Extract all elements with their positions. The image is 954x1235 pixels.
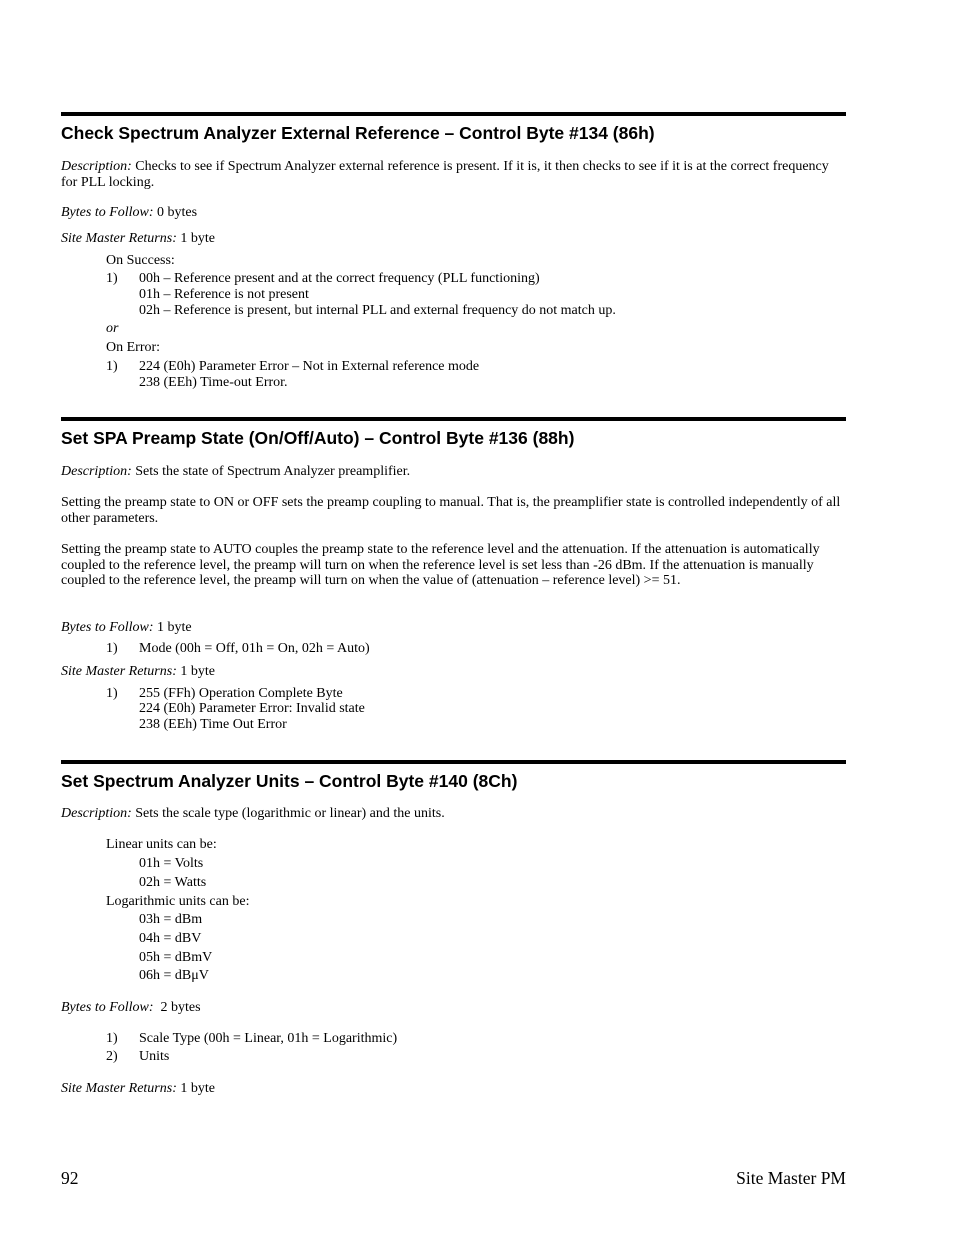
- list-item: 03h = dBm: [139, 912, 203, 927]
- site-master-returns-label: Site Master Returns:: [61, 231, 177, 246]
- bytes-to-follow-value: 0 bytes: [153, 205, 198, 220]
- list-item: 05h = dBmV: [139, 950, 213, 965]
- site-master-returns-value: 1 byte: [176, 1081, 215, 1096]
- or-label: or: [106, 321, 119, 336]
- section-rule: [61, 112, 846, 116]
- on-success-label: On Success:: [106, 253, 175, 268]
- description-label: Description:: [61, 159, 132, 174]
- description-text: Checks to see if Spectrum Analyzer external reference is present. If it is, it then checks to see if it is at the correct frequency for PLL locking.: [61, 159, 829, 190]
- on-error-label: On Error:: [106, 340, 161, 355]
- list-item: 00h – Reference present and at the correct frequency (PLL functioning): [139, 271, 540, 286]
- list-number: 1): [106, 271, 118, 286]
- list-item: Mode (00h = Off, 01h = On, 02h = Auto): [139, 641, 370, 656]
- linear-units-label: Linear units can be:: [106, 837, 217, 852]
- bytes-to-follow: [61, 620, 192, 636]
- body-paragraph: Setting the preamp state to ON or OFF sets the preamp coupling to manual. That is, the preamplifier state is controlled independently of all other parameters.: [61, 495, 841, 526]
- list-item: Scale Type (00h = Linear, 01h = Logarithmic): [139, 1031, 398, 1046]
- bytes-to-follow: [61, 1000, 201, 1016]
- bytes-to-follow-label: Bytes to Follow:: [61, 620, 154, 635]
- bytes-to-follow: [61, 205, 197, 221]
- list-item: 01h = Volts: [139, 856, 204, 871]
- list-item: 02h – Reference is present, but internal PLL and external frequency do not match up.: [139, 303, 616, 318]
- section-heading-134: Check Spectrum Analyzer External Reference – Control Byte #134 (86h): [61, 123, 655, 143]
- site-master-returns-label: Site Master Returns:: [61, 664, 177, 679]
- description-paragraph: [61, 159, 846, 190]
- description-paragraph: [61, 806, 846, 822]
- description-text: Sets the state of Spectrum Analyzer preamplifier.: [131, 464, 411, 479]
- description-label: Description:: [61, 464, 132, 479]
- list-item: 238 (EEh) Time Out Error: [139, 717, 287, 732]
- bytes-to-follow-value: 2 bytes: [153, 1000, 201, 1015]
- bytes-to-follow-value: 1 byte: [153, 620, 192, 635]
- site-master-returns-value: 1 byte: [176, 231, 215, 246]
- description-label: Description:: [61, 806, 132, 821]
- section-heading-136: Set SPA Preamp State (On/Off/Auto) – Control Byte #136 (88h): [61, 428, 575, 448]
- list-item: Units: [139, 1049, 170, 1064]
- site-master-returns: [61, 664, 215, 680]
- list-item: 06h = dBμV: [139, 968, 209, 983]
- list-item: 238 (EEh) Time-out Error.: [139, 375, 288, 390]
- list-item: 04h = dBV: [139, 931, 202, 946]
- list-number: 2): [106, 1049, 118, 1064]
- body-paragraph: Setting the preamp state to AUTO couples the preamp state to the reference level and the attenuation. If the attenuation is automatically coupled to the reference level, the preamp will turn on when the reference level is set less than -26 dBm. If the attenuation is manually coupled to the reference level, the preamp will turn on when the value of (attenuation – reference level) >= 51.: [61, 542, 820, 588]
- page-number: 92: [61, 1168, 79, 1188]
- section-rule: [61, 760, 846, 764]
- description-paragraph: [61, 464, 846, 480]
- list-item: 224 (E0h) Parameter Error: Invalid state: [139, 701, 365, 716]
- list-number: 1): [106, 1031, 118, 1046]
- list-number: 1): [106, 359, 118, 374]
- bytes-to-follow-label: Bytes to Follow:: [61, 1000, 154, 1015]
- bytes-to-follow-label: Bytes to Follow:: [61, 205, 154, 220]
- list-item: 255 (FFh) Operation Complete Byte: [139, 686, 343, 701]
- site-master-returns: [61, 231, 215, 247]
- list-item: 02h = Watts: [139, 875, 207, 890]
- list-item: 224 (E0h) Parameter Error – Not in External reference mode: [139, 359, 480, 374]
- section-heading-140: Set Spectrum Analyzer Units – Control Byte #140 (8Ch): [61, 771, 518, 791]
- site-master-returns: [61, 1081, 215, 1097]
- list-number: 1): [106, 686, 118, 701]
- list-item: 01h – Reference is not present: [139, 287, 309, 302]
- list-number: 1): [106, 641, 118, 656]
- site-master-returns-label: Site Master Returns:: [61, 1081, 177, 1096]
- description-text: Sets the scale type (logarithmic or linear) and the units.: [131, 806, 445, 821]
- section-rule: [61, 417, 846, 421]
- site-master-returns-value: 1 byte: [176, 664, 215, 679]
- manual-title: Site Master PM: [736, 1168, 846, 1188]
- log-units-label: Logarithmic units can be:: [106, 894, 250, 909]
